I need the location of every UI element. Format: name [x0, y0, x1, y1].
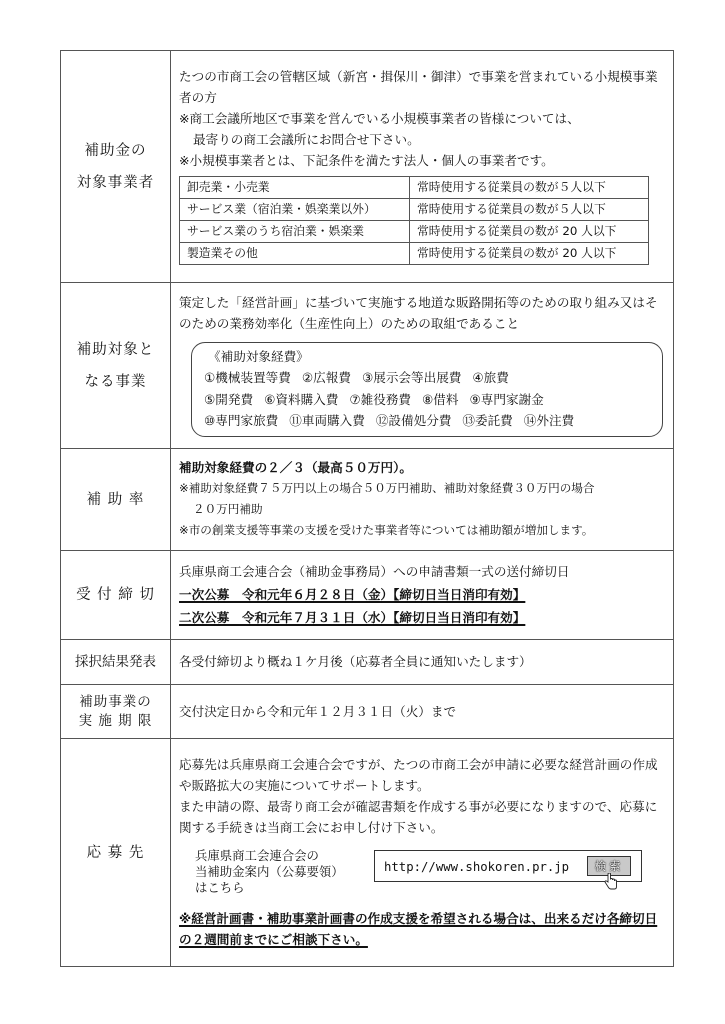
condition-cell: 常時使用する従業員の数が５人以下 [410, 198, 649, 220]
note-text: ※商工会議所地区で事業を営んでいる小規模事業者の皆様については、 [179, 110, 580, 126]
employee-conditions-table [179, 176, 649, 265]
header-line: 補 助 率 [86, 491, 145, 508]
note-text: ※市の創業支援等事業の支援を受けた事業者等については補助額が増加します。 [179, 523, 594, 537]
implementation-deadline-text: 交付決定日から令和元年１２月３１日（火）まで [171, 685, 674, 739]
row-content [171, 283, 674, 449]
row-target-business [61, 51, 674, 283]
header-line: 補助対象と [76, 341, 155, 358]
industry-cell: 製造業その他 [180, 242, 410, 264]
row-header [61, 51, 171, 283]
header-line: 補助金の [84, 142, 147, 159]
search-block [179, 846, 665, 908]
row-header [61, 449, 171, 551]
url-search-box[interactable] [374, 850, 642, 882]
industry-cell: サービス業（宿泊業・娯楽業以外） [180, 198, 410, 220]
industry-cell: サービス業のうち宿泊業・娯楽業 [180, 220, 410, 242]
application-info: また申請の際、最寄り商工会が確認書類を作成する事が必要になりますので、応募に関する手続きは当商工会にお申し付け下さい。 [179, 799, 658, 835]
table-row [180, 198, 649, 220]
condition-cell: 常時使用する従業員の数が５人以下 [410, 176, 649, 198]
search-button[interactable]: 検索 [587, 856, 631, 876]
expense-item: ⑤開発費 [204, 391, 254, 407]
expense-item: ⑧借料 [422, 391, 459, 407]
condition-cell: 常時使用する従業員の数が 20 人以下 [410, 220, 649, 242]
industry-cell: 卸売業・小売業 [180, 176, 410, 198]
hand-cursor-icon [604, 873, 618, 890]
search-label-line: 兵庫県商工会連合会の [195, 848, 319, 863]
row-application-destination [61, 739, 674, 967]
expense-item: ⑪車両購入費 [289, 413, 365, 428]
expense-item: ②広報費 [301, 370, 351, 385]
eligible-expenses-box [191, 342, 663, 437]
row-deadline [61, 551, 674, 640]
row-header [61, 685, 171, 739]
header-line: なる事業 [84, 373, 147, 390]
expense-item: ⑭外注費 [523, 413, 575, 428]
header-line: 実 施 期 限 [78, 712, 153, 729]
target-description: たつの市商工会の管轄区域（新宮・揖保川・御津）で事業を営まれている小規模事業者の方 [179, 68, 658, 105]
row-result-announcement [61, 640, 674, 685]
table-row [180, 176, 649, 198]
subsidy-info-table [60, 50, 674, 967]
consultation-note: ※経営計画書・補助事業計画書の作成支援を希望される場合は、出来るだけ各締切日の２週間前までにご相談下さい。 [179, 911, 658, 947]
expense-item: ⑥資料購入費 [264, 391, 339, 407]
expense-item: ⑩専門家旅費 [204, 413, 279, 428]
deadline-description: 兵庫県商工会連合会（補助金事務局）への申請書類一式の送付締切日 [179, 564, 570, 579]
row-content [171, 739, 674, 967]
second-round-deadline: 二次公募 令和元年７月３１日（水）【締切日当日消印有効】 [179, 610, 526, 625]
expense-item: ③展示会等出展費 [361, 370, 462, 385]
row-header [61, 739, 171, 967]
row-subsidy-rate [61, 449, 674, 551]
box-title: 《補助対象経費》 [208, 348, 309, 364]
row-header [61, 640, 171, 685]
header-line: 補助事業の [79, 693, 152, 710]
header-line: 受 付 締 切 [76, 587, 155, 603]
header-line: 対象事業者 [76, 174, 155, 191]
table-row [180, 220, 649, 242]
expense-item: ④旅費 [472, 370, 509, 385]
header-line: 採択結果発表 [75, 654, 156, 670]
search-label-line: 当補助金案内（公募要領） [195, 864, 344, 879]
url-text: http://www.shokoren.pr.jp [384, 860, 570, 874]
expense-line [204, 367, 650, 389]
search-label [195, 848, 344, 896]
row-content [171, 551, 674, 640]
note-text: ※小規模事業者とは、下記条件を満たす法人・個人の事業者です。 [179, 152, 554, 168]
row-implementation-period [61, 685, 674, 739]
expense-item: ⑫設備処分費 [375, 413, 452, 428]
application-info: 応募先は兵庫県商工会連合会ですが、たつの市商工会が申請に必要な経営計画の作成や販路拡大の実施についてサポートします。 [179, 757, 658, 793]
note-text: ２０万円補助 [193, 502, 263, 516]
search-label-line: はこちら [195, 880, 245, 895]
expense-item: ①機械装置等費 [204, 370, 291, 385]
row-content [171, 51, 674, 283]
expense-item: ⑬委託費 [462, 413, 513, 428]
row-content [171, 449, 674, 551]
expense-item: ⑨専門家謝金 [469, 391, 544, 407]
project-description: 策定した「経営計画」に基づいて実施する地道な販路開拓等のための取り組み又はそのための業務効率化（生産性向上）のための取組であること [179, 294, 658, 331]
note-text: 最寄りの商工会議所にお問合せ下さい。 [193, 131, 420, 147]
subsidy-rate-text: 補助対象経費の２／３（最高５０万円）。 [179, 460, 412, 475]
result-announcement-text: 各受付締切より概ね１ケ月後（応募者全員に通知いたします） [171, 640, 674, 685]
expense-item: ⑦雑役務費 [349, 391, 412, 407]
note-text: ※補助対象経費７５万円以上の場合５０万円補助、補助対象経費３０万円の場合 [179, 481, 595, 495]
expense-line [204, 389, 650, 411]
row-header [61, 283, 171, 449]
row-header [61, 551, 171, 640]
header-line: 応 募 先 [86, 844, 145, 861]
table-row [180, 242, 649, 264]
row-eligible-projects [61, 283, 674, 449]
expense-line [204, 410, 650, 432]
condition-cell: 常時使用する従業員の数が 20 人以下 [410, 242, 649, 264]
first-round-deadline: 一次公募 令和元年６月２８日（金）【締切日当日消印有効】 [179, 587, 526, 602]
